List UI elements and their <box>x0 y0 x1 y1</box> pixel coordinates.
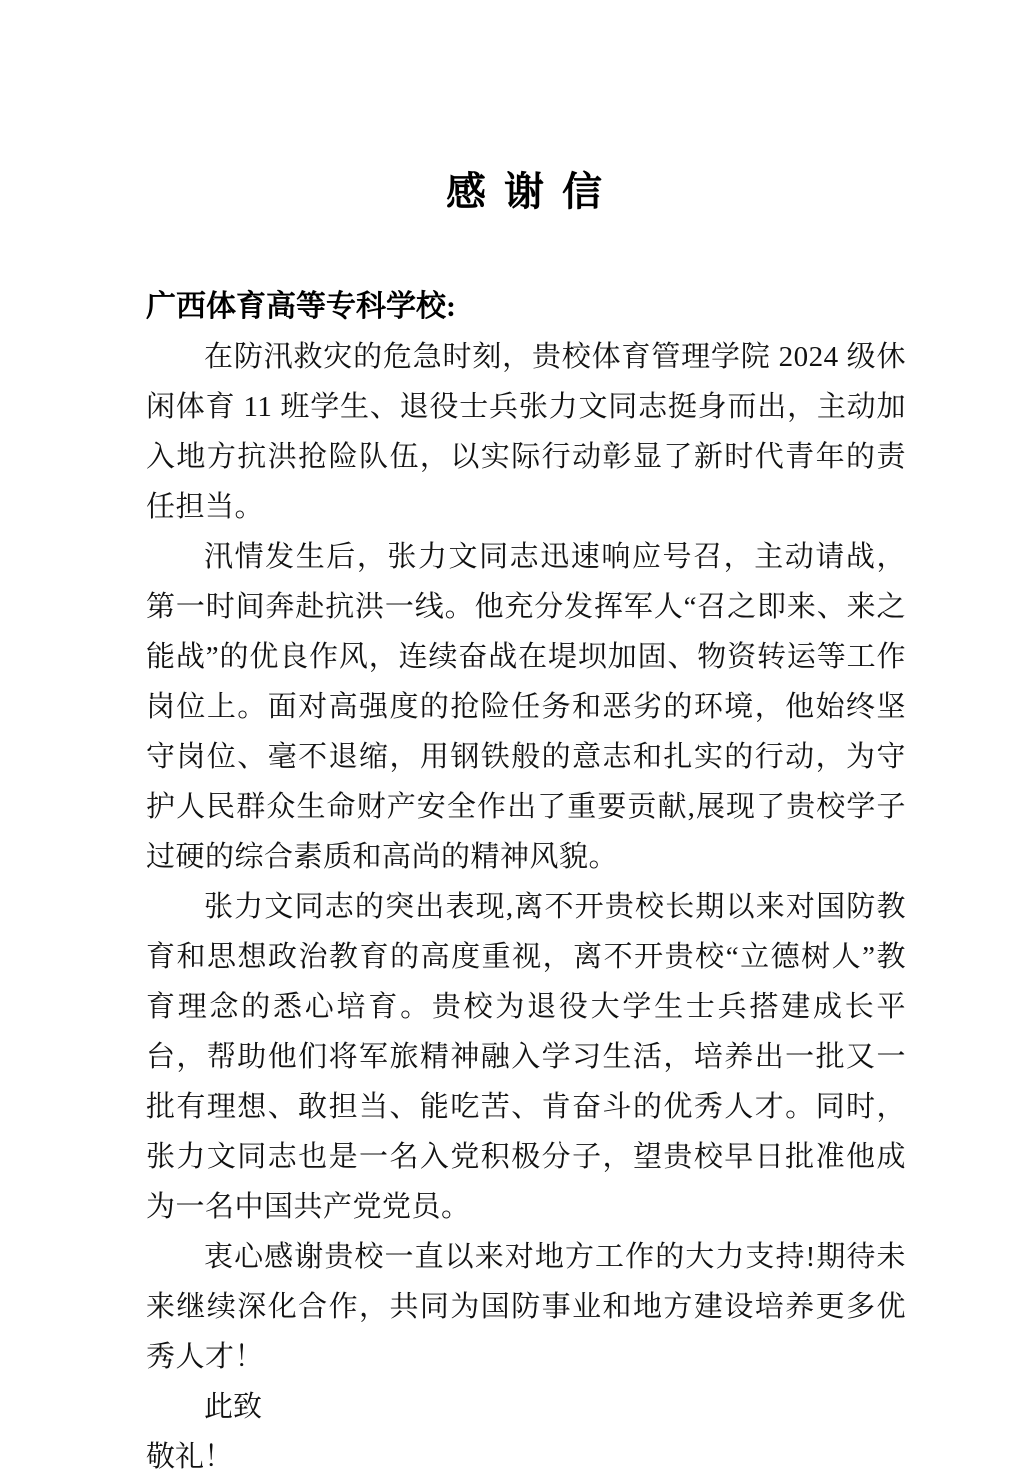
paragraph-school-education-credit: 张力文同志的突出表现,离不开贵校长期以来对国防教育和思想政治教育的高度重视，离不开贵校“立德树人”教育理念的悉心培育。贵校为退役大学生士兵搭建成长平台，帮助他们将军旅精神融入学习生活，培养出一批又一批有理想、敢担当、能吃苦、肯奋斗的优秀人才。同时，张力文同志也是一名入党积极分子，望贵校早日批准他成为一名中国共产党党员。 <box>146 891 906 1223</box>
paragraph-flood-response-deeds: 汛情发生后，张力文同志迅速响应号召，主动请战，第一时间奔赴抗洪一线。他充分发挥军人“召之即来、来之能战”的优良作风，连续奋战在堤坝加固、物资转运等工作岗位上。面对高强度的抢险任务和恶劣的环境，他始终坚守岗位、毫不退缩，用钢铁般的意志和扎实的行动，为守护人民群众生命财产安全作出了重要贡献,展现了贵校学子过硬的综合素质和高尚的精神风貌。 <box>146 541 906 873</box>
closing-salute: 敬礼！ <box>146 1441 234 1473</box>
salutation: 广西体育高等专科学校: <box>146 290 456 323</box>
paragraph-thanks-and-cooperation: 衷心感谢贵校一直以来对地方工作的大力支持!期待未来继续深化合作，共同为国防事业和地方建设培养更多优秀人才！ <box>146 1241 906 1373</box>
letter-title: 感 谢 信 <box>446 169 606 214</box>
closing-respectfully: 此致 <box>204 1391 263 1423</box>
paragraph-flood-rescue-intro: 在防汛救灾的危急时刻，贵校体育管理学院 2024 级休闲体育 11 班学生、退役士兵张力文同志挺身而出，主动加入地方抗洪抢险队伍，以实际行动彰显了新时代青年的责任担当。 <box>146 341 906 523</box>
